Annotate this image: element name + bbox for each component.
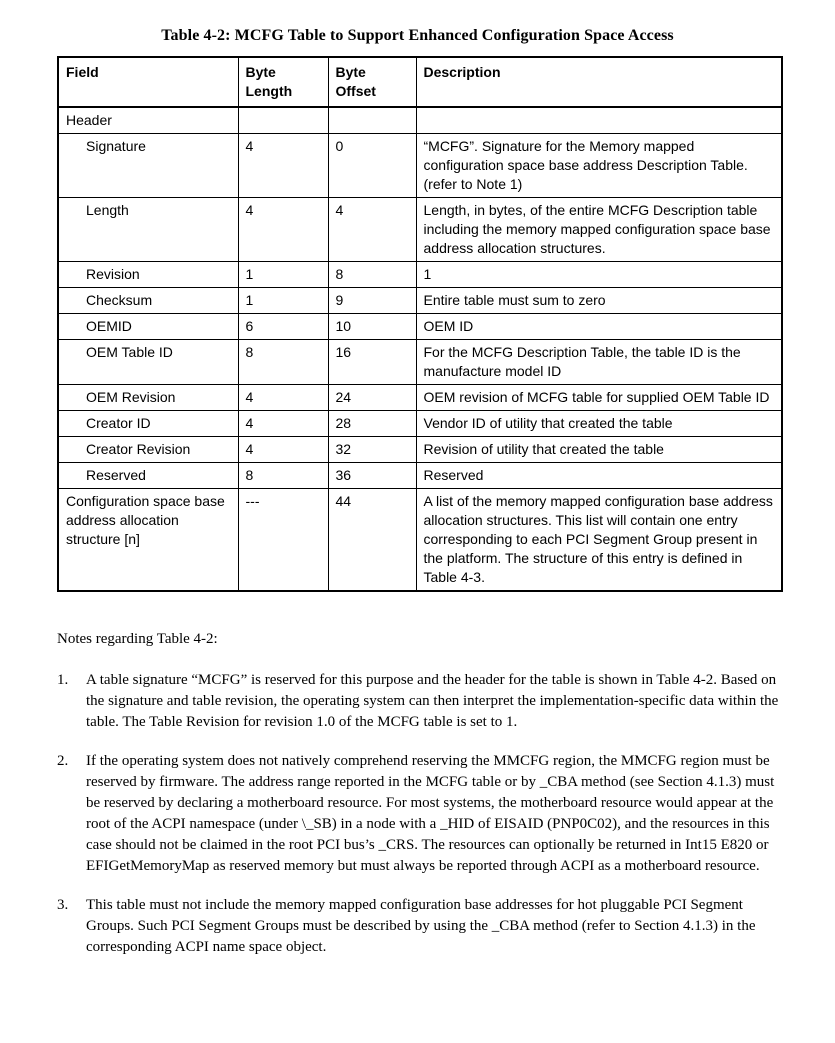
- field-cell: Configuration space base address allocation structure [n]: [58, 489, 238, 592]
- byte-offset-cell: 24: [328, 385, 416, 411]
- notes-heading: Notes regarding Table 4-2:: [57, 631, 218, 647]
- field-cell: Creator Revision: [58, 437, 238, 463]
- field-cell: Creator ID: [58, 411, 238, 437]
- field-cell: Header: [58, 107, 238, 134]
- byte-offset-cell: 44: [328, 489, 416, 592]
- field-cell: Revision: [58, 262, 238, 288]
- table-row: [58, 489, 782, 592]
- byte-length-cell: 4: [238, 385, 328, 411]
- table-header-row: [58, 57, 782, 107]
- description-cell: Reserved: [416, 463, 782, 489]
- note-item: [57, 751, 790, 877]
- table-row: [58, 463, 782, 489]
- note-text: If the operating system does not natively comprehend reserving the MMCFG region, the MMCFG region must be reserved by firmware. The address range reported in the MCFG table or by _CBA method (see Section 4.1.3) must be reserved by declaring a motherboard resource. For most systems, the motherboard resource would appear at the root of the ACPI namespace (under \_SB) in a node with a _HID of EISAID (PNP0C02), and the resources in this case should not be claimed in the root PCI bus’s _CRS. The resources can optionally be returned in Int15 E820 or EFIGetMemoryMap as reserved memory but must always be reported through ACPI as a motherboard resource.: [86, 753, 775, 874]
- byte-offset-cell: 9: [328, 288, 416, 314]
- byte-offset-cell: 36: [328, 463, 416, 489]
- field-cell: Checksum: [58, 288, 238, 314]
- field-cell: Signature: [58, 134, 238, 198]
- field-cell: OEM Revision: [58, 385, 238, 411]
- note-text: A table signature “MCFG” is reserved for this purpose and the header for the table is shown in Table 4-2. Based on the signature and table revision, the operating system can then interpret the implementation-specific data within the table. The Table Revision for revision 1.0 of the MCFG table is set to 1.: [86, 672, 779, 730]
- field-cell: Reserved: [58, 463, 238, 489]
- table-row: [58, 198, 782, 262]
- description-cell: A list of the memory mapped configuration base address allocation structures. This list will contain one entry corresponding to each PCI Segment Group present in the platform. The structure of this entry is defined in Table 4-3.: [416, 489, 782, 592]
- byte-length-cell: 6: [238, 314, 328, 340]
- byte-offset-cell: 0: [328, 134, 416, 198]
- description-cell: 1: [416, 262, 782, 288]
- note-number: 3.: [57, 897, 69, 913]
- note-text: This table must not include the memory mapped configuration base addresses for hot pluggable PCI Segment Groups. Such PCI Segment Groups must be described by using the _CBA method (refer to Section 4.1.3) in the corresponding ACPI name space object.: [86, 897, 756, 955]
- description-cell: [416, 107, 782, 134]
- description-cell: Revision of utility that created the table: [416, 437, 782, 463]
- description-cell: Length, in bytes, of the entire MCFG Description table including the memory mapped configuration space base address allocation structures.: [416, 198, 782, 262]
- column-header-byte-offset: Byte Offset: [328, 57, 416, 107]
- note-item: [57, 670, 790, 733]
- byte-offset-cell: 16: [328, 340, 416, 385]
- byte-offset-cell: 4: [328, 198, 416, 262]
- byte-length-cell: 4: [238, 198, 328, 262]
- note-number: 2.: [57, 753, 69, 769]
- byte-length-cell: 1: [238, 262, 328, 288]
- byte-length-cell: 4: [238, 411, 328, 437]
- note-number: 1.: [57, 672, 69, 688]
- description-cell: Entire table must sum to zero: [416, 288, 782, 314]
- column-header-byte-length: Byte Length: [238, 57, 328, 107]
- description-cell: For the MCFG Description Table, the table ID is the manufacture model ID: [416, 340, 782, 385]
- table-row: [58, 288, 782, 314]
- table-row: [58, 411, 782, 437]
- field-cell: OEMID: [58, 314, 238, 340]
- byte-offset-cell: 32: [328, 437, 416, 463]
- mcfg-table: [57, 56, 783, 592]
- table-row: [58, 437, 782, 463]
- table-row: [58, 385, 782, 411]
- description-cell: “MCFG”. Signature for the Memory mapped configuration space base address Description Table. (refer to Note 1): [416, 134, 782, 198]
- byte-offset-cell: 8: [328, 262, 416, 288]
- byte-length-cell: [238, 107, 328, 134]
- byte-offset-cell: [328, 107, 416, 134]
- byte-length-cell: 8: [238, 340, 328, 385]
- field-cell: Length: [58, 198, 238, 262]
- table-row: [58, 134, 782, 198]
- byte-length-cell: 4: [238, 134, 328, 198]
- byte-length-cell: 8: [238, 463, 328, 489]
- description-cell: OEM revision of MCFG table for supplied OEM Table ID: [416, 385, 782, 411]
- description-cell: Vendor ID of utility that created the table: [416, 411, 782, 437]
- byte-offset-cell: 28: [328, 411, 416, 437]
- notes-section: [57, 629, 790, 958]
- table-row: [58, 314, 782, 340]
- byte-offset-cell: 10: [328, 314, 416, 340]
- table-row: [58, 340, 782, 385]
- table-row: [58, 107, 782, 134]
- byte-length-cell: 4: [238, 437, 328, 463]
- table-row: [58, 262, 782, 288]
- notes-list: [57, 670, 790, 958]
- column-header-field: Field: [58, 57, 238, 107]
- table-caption: Table 4-2: MCFG Table to Support Enhanced Configuration Space Access: [161, 27, 674, 44]
- field-cell: OEM Table ID: [58, 340, 238, 385]
- column-header-description: Description: [416, 57, 782, 107]
- note-item: [57, 895, 790, 958]
- description-cell: OEM ID: [416, 314, 782, 340]
- byte-length-cell: 1: [238, 288, 328, 314]
- byte-length-cell: ---: [238, 489, 328, 592]
